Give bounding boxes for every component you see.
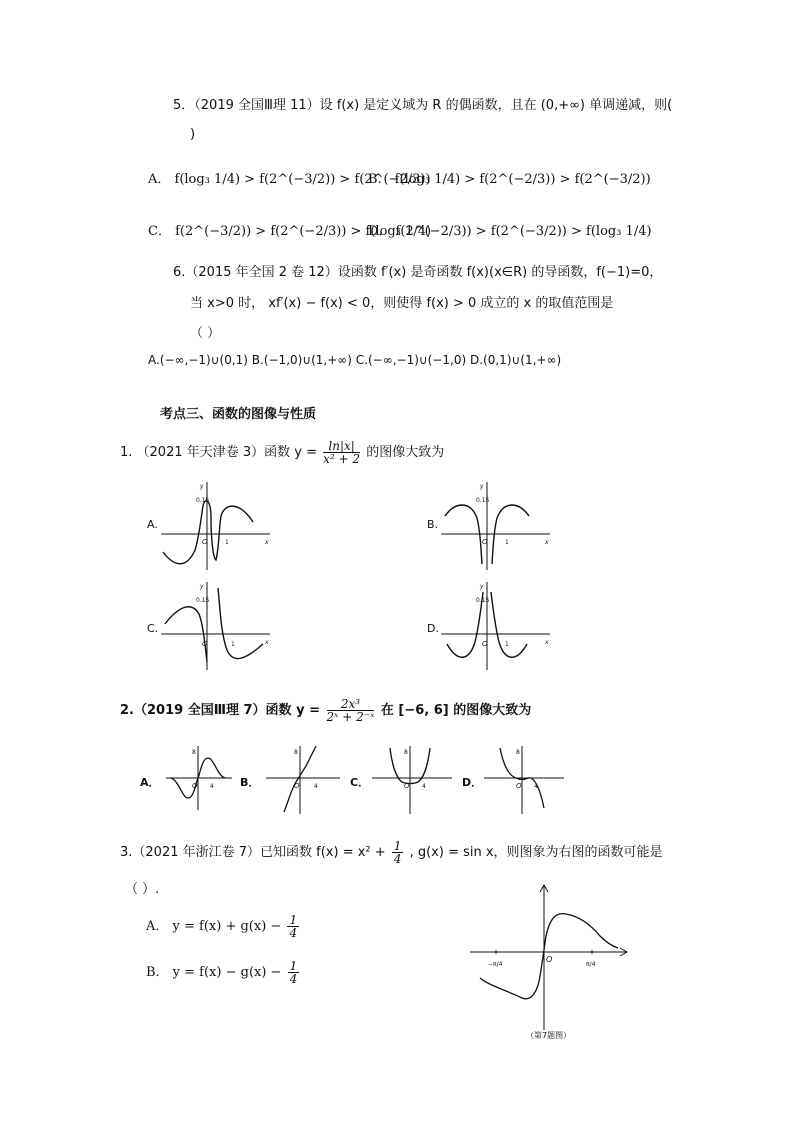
q5-stem-line1: 5．（2019 全国Ⅲ理 11）设 f(x) 是定义域为 R 的偶函数，且在 (0,+∞) 单调递减，则( xyxy=(173,98,673,113)
section-title: 考点三、函数的图像与性质 xyxy=(160,407,317,422)
p3-option-a xyxy=(146,914,301,939)
q5-option-a: A． f(log₃ 1/4) > f(2^(−3/2)) > f(2^(−2/3)) xyxy=(148,172,431,187)
p1-graph-c xyxy=(145,578,275,673)
p2-graph-c xyxy=(350,742,460,817)
q6-line3: （ ） xyxy=(190,326,221,341)
p2a-origin: O xyxy=(192,782,198,790)
p3-option-b xyxy=(146,960,301,985)
p1d-tick-x: 1 xyxy=(505,641,509,648)
p3-stem-suffix: , g(x) = sin x，则图象为右图的函数可能是 xyxy=(409,845,663,860)
q6-line2: 当 x>0 时， xf′(x) − f(x) < 0，则使得 f(x) > 0 成立的 x 的取值范围是 xyxy=(190,296,614,311)
p1a-origin: O xyxy=(202,538,208,546)
p1d-origin: O xyxy=(482,640,488,648)
p2-label-a: A． xyxy=(140,776,160,789)
p2-stem-prefix: 2.（2019 全国Ⅲ理 7）函数 y = xyxy=(120,703,320,718)
p1-label-b: B. xyxy=(427,518,439,531)
p3-option-a-frac xyxy=(287,914,299,939)
p2b-tick-x: 4 xyxy=(314,783,318,790)
p1d-tick-y: 0.15 xyxy=(476,597,490,604)
p2-fraction xyxy=(327,698,375,723)
p1-stem-prefix: 1. （2021 年天津卷 3）函数 y = xyxy=(120,445,318,460)
p1b-tick-x: 1 xyxy=(505,539,509,546)
p3-b-den: 4 xyxy=(289,972,298,986)
p1-stem-suffix: 的图像大致为 xyxy=(366,445,445,460)
p1c-origin: O xyxy=(202,640,208,648)
p3-option-b-text: B． y = f(x) − g(x) − xyxy=(146,965,282,980)
p3-graph xyxy=(466,880,636,1045)
q5-stem-line2: ) xyxy=(190,127,196,142)
p2-frac-num: 2x³ xyxy=(327,698,375,711)
p3-a-num: 1 xyxy=(289,913,298,927)
p1b-axis-y: y xyxy=(480,483,484,490)
p1-label-a: A. xyxy=(147,518,158,531)
p2-stem xyxy=(120,698,531,723)
p2-graph-d xyxy=(462,742,572,817)
p2-frac-den: 2ˣ + 2⁻ˣ xyxy=(326,710,375,724)
p2-graph-b xyxy=(240,742,350,817)
p3-blank: （ ）. xyxy=(125,882,160,897)
p2c-tick-y: 8 xyxy=(404,749,408,756)
p2-stem-suffix: 在 [−6, 6] 的图像大致为 xyxy=(380,703,532,718)
p2a-tick-x: 4 xyxy=(210,783,214,790)
p1b-axis-x: x xyxy=(545,539,549,546)
q5-option-b: B． f(log₃ 1/4) > f(2^(−2/3)) > f(2^(−3/2)) xyxy=(368,172,651,187)
p2c-origin: O xyxy=(404,782,410,790)
p2d-origin: O xyxy=(516,782,522,790)
p3-graph-origin: O xyxy=(546,955,553,964)
p1-label-c: C. xyxy=(147,622,159,635)
p2d-tick-x: 4 xyxy=(534,783,538,790)
p1d-axis-x: x xyxy=(545,639,549,646)
p3-graph-tick-left: −π/4 xyxy=(488,961,503,968)
p3-frac-den: 4 xyxy=(393,852,402,866)
p1-frac-num: ln|x| xyxy=(323,440,360,453)
p3-graph-caption: （第7题图） xyxy=(526,1031,572,1040)
p1-stem xyxy=(120,440,444,465)
p1-graph-b xyxy=(425,478,555,573)
p2-label-c: C． xyxy=(350,776,370,789)
p2b-tick-y: 8 xyxy=(294,749,298,756)
p2-label-b: B． xyxy=(240,776,260,789)
p1-graph-d xyxy=(425,578,555,673)
p1a-axis-y: y xyxy=(200,483,204,490)
p3-frac-num: 1 xyxy=(393,839,402,853)
q5-option-c: C． f(2^(−3/2)) > f(2^(−2/3)) > f(log₃ 1/4) xyxy=(148,224,432,239)
q6-line1: 6.（2015 年全国 2 卷 12）设函数 f′(x) 是奇函数 f(x)(x∈R) 的导函数，f(−1)=0， xyxy=(173,265,663,280)
p1c-axis-x: x xyxy=(265,639,269,646)
p3-stem-prefix: 3.（2021 年浙江卷 7）已知函数 f(x) = x² + xyxy=(120,845,386,860)
p2a-tick-y: 8 xyxy=(192,749,196,756)
p3-option-b-frac xyxy=(288,960,300,985)
p1-frac-den: x² + 2 xyxy=(323,452,361,466)
p3-fraction xyxy=(392,840,404,865)
p1c-axis-y: y xyxy=(200,583,204,590)
p1-label-d: D. xyxy=(427,622,439,635)
p2-label-d: D． xyxy=(462,776,483,789)
p3-option-a-text: A． y = f(x) + g(x) − xyxy=(146,919,282,934)
p2b-origin: O xyxy=(294,782,300,790)
p2d-tick-y: 8 xyxy=(516,749,520,756)
p1a-axis-x: x xyxy=(265,539,269,546)
p2c-tick-x: 4 xyxy=(422,783,426,790)
p1c-tick-y: 0.15 xyxy=(196,597,210,604)
p1a-tick-y: 0.15 xyxy=(196,497,210,504)
p2-graph-a xyxy=(140,742,240,812)
p1c-tick-x: 1 xyxy=(231,641,235,648)
p3-a-den: 4 xyxy=(289,926,298,940)
p1b-origin: O xyxy=(482,538,488,546)
p1d-axis-y: y xyxy=(480,583,484,590)
q6-options: A.(−∞,−1)∪(0,1) B.(−1,0)∪(1,+∞) C.(−∞,−1)∪(−1,0) D.(0,1)∪(1,+∞) xyxy=(148,353,562,367)
p3-b-num: 1 xyxy=(289,959,298,973)
p1b-tick-y: 0.15 xyxy=(476,497,490,504)
p1-fraction xyxy=(323,440,360,465)
p3-graph-tick-right: π/4 xyxy=(586,961,596,968)
q5-option-d: D． f(2^(−2/3)) > f(2^(−3/2)) > f(log₃ 1/4) xyxy=(368,224,652,239)
p1-graph-a xyxy=(145,478,275,573)
p3-stem xyxy=(120,840,663,865)
p1a-tick-x: 1 xyxy=(225,539,229,546)
